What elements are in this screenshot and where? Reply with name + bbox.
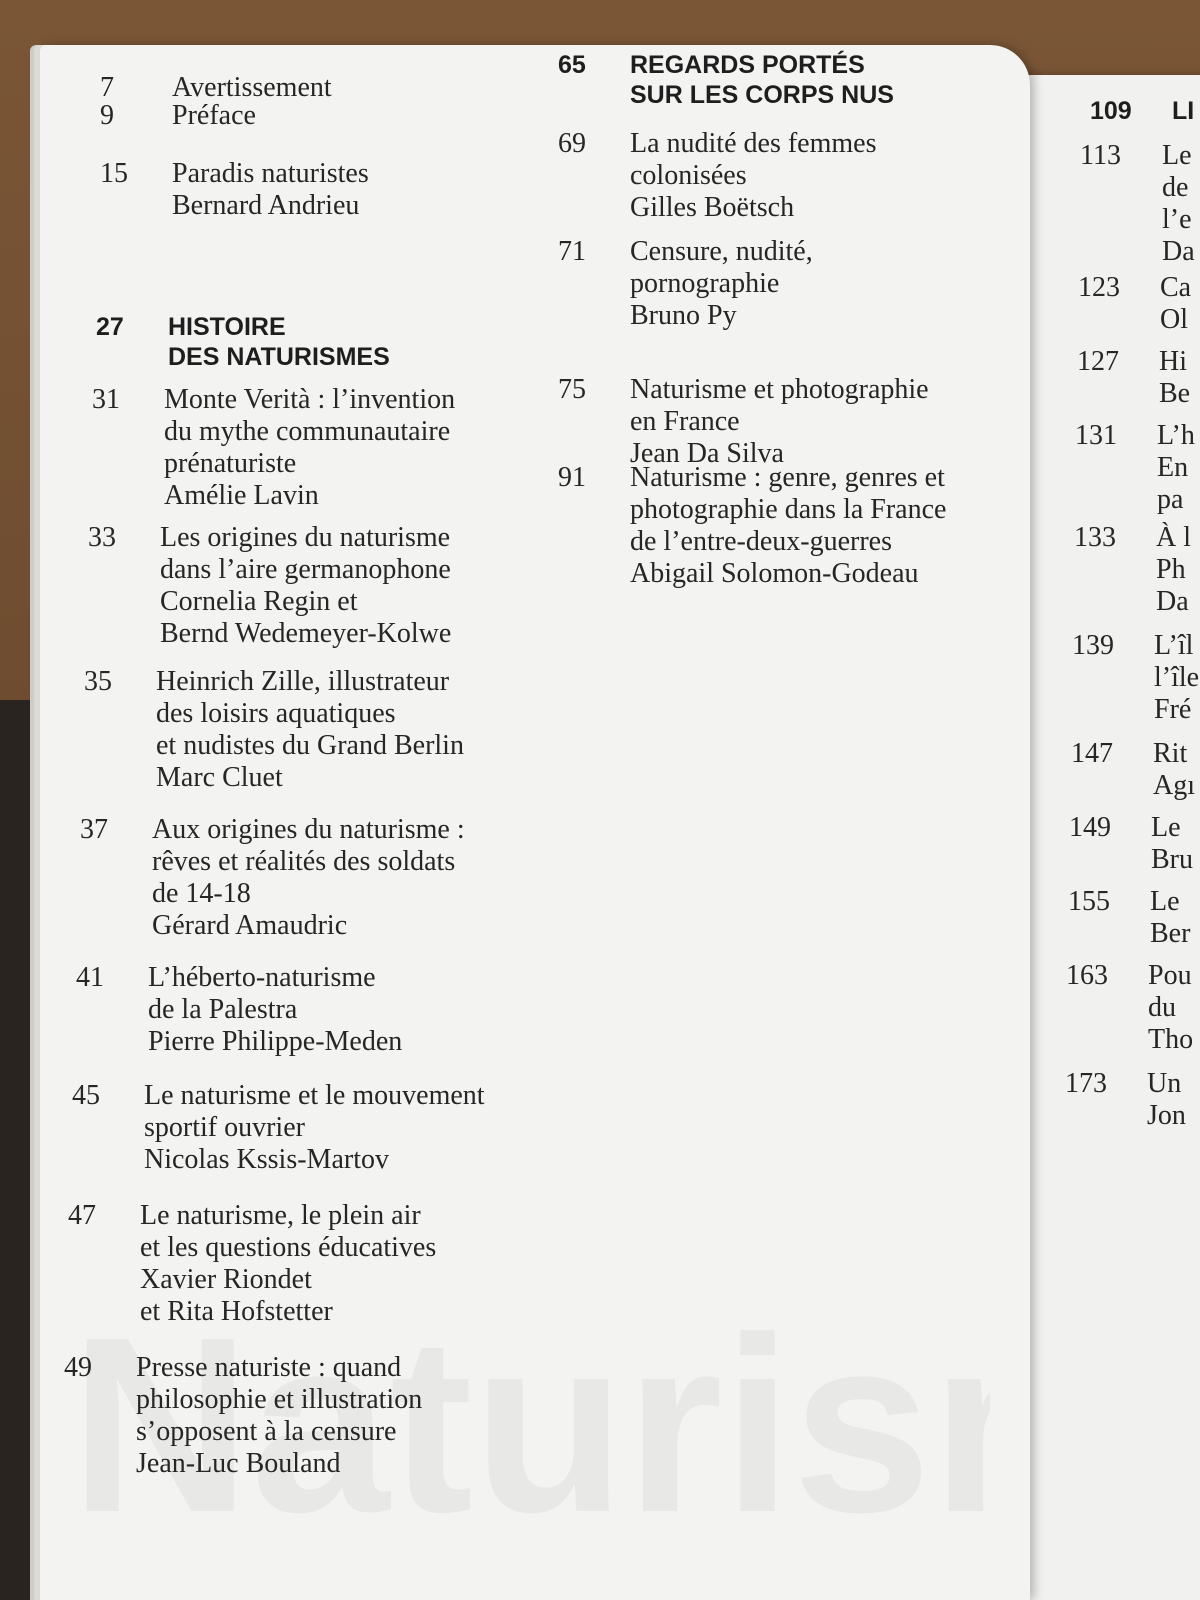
entry-line: dans l’aire germanophone [160,554,451,585]
entry-line: Censure, nudité, [630,236,813,267]
page-number: 139 [1072,630,1114,661]
entry-title [168,312,568,372]
entry-line: HISTOIRE [168,313,286,341]
entry-line: Avertissement [172,72,332,103]
entry-line: et Rita Hofstetter [140,1296,333,1327]
entry-title [1147,1068,1200,1132]
entry-title [148,962,548,1058]
entry-line: Nicolas Kssis-Martov [144,1144,389,1175]
background-object [0,700,40,1600]
entry-line: Tho [1148,1024,1194,1055]
entry-title [1157,420,1200,516]
page-number: 47 [68,1200,96,1231]
entry-line: de 14-18 [152,878,251,909]
entry-line: en France [630,406,740,437]
page-number: 9 [100,100,114,131]
entry-line: et les questions éducatives [140,1232,437,1263]
entry-title [136,1352,536,1480]
entry-title [1172,96,1200,126]
entry-title [164,384,564,512]
page-number: 7 [100,72,114,103]
entry-line: Rit [1153,738,1188,769]
page-number: 15 [100,158,128,189]
entry-line: Bernd Wedemeyer-Kolwe [160,618,452,649]
entry-line: Naturisme et photographie [630,374,929,405]
page-number: 27 [96,313,124,341]
page-number: 45 [72,1080,100,1111]
entry-line: SUR LES CORPS NUS [630,81,894,109]
entry-line: Un [1147,1068,1182,1099]
entry-line: Agı [1153,770,1195,801]
entry-line: Bruno Py [630,300,737,331]
entry-line: Le naturisme et le mouvement [144,1080,485,1111]
entry-line: Xavier Riondet [140,1264,312,1295]
entry-line: Le naturisme, le plein air [140,1200,421,1231]
page-number: 147 [1071,738,1113,769]
entry-line: Bernard Andrieu [172,190,360,221]
entry-title [630,462,1030,590]
page-number: 75 [558,374,586,405]
entry-line: Le [1151,812,1181,843]
entry-line: LI [1172,97,1195,125]
entry-line: l’e [1162,204,1192,235]
entry-line: et nudistes du Grand Berlin [156,730,464,761]
entry-line: pa [1157,484,1184,515]
page-number: 123 [1078,272,1120,303]
entry-line: Da [1162,236,1195,267]
entry-title [630,236,1030,332]
page-number: 35 [84,666,112,697]
entry-line: pornographie [630,268,780,299]
entry-title [1151,812,1200,876]
entry-line: Ol [1160,304,1188,335]
entry-line: Ber [1150,918,1191,949]
entry-line: colonisées [630,160,747,191]
entry-line: REGARDS PORTÉS [630,51,865,79]
entry-line: de [1162,172,1189,203]
entry-title [630,128,1030,224]
entry-line: Aux origines du naturisme : [152,814,465,845]
entry-line: L’héberto-naturisme [148,962,376,993]
entry-line: Le [1150,886,1180,917]
entry-line: Hi [1159,346,1187,377]
entry-line: des loisirs aquatiques [156,698,396,729]
page-number: 173 [1065,1068,1107,1099]
entry-line: Gérard Amaudric [152,910,348,941]
entry-line: Pou [1148,960,1192,991]
entry-line: Abigail Solomon-Godeau [630,558,919,589]
entry-line: photographie dans la France [630,494,947,525]
page-number: 41 [76,962,104,993]
entry-line: Presse naturiste : quand [136,1352,402,1383]
page-number: 127 [1077,346,1119,377]
entry-line: L’îl [1154,630,1194,661]
entry-title [160,522,560,650]
entry-title [140,1200,540,1328]
entry-line: La nudité des femmes [630,128,877,159]
entry-line: Les origines du naturisme [160,522,451,553]
entry-line: Jean-Luc Bouland [136,1448,341,1479]
entry-title [630,374,1030,470]
entry-line: Fré [1154,694,1192,725]
page-number: 37 [80,814,108,845]
entry-line: Pierre Philippe-Meden [148,1026,403,1057]
entry-line: prénaturiste [164,448,297,479]
page-number: 163 [1066,960,1108,991]
entry-title [1153,738,1200,802]
page-number: 33 [88,522,116,553]
page-number: 91 [558,462,586,493]
entry-title [1156,522,1200,618]
entry-title [1160,272,1200,336]
page-number: 65 [558,51,586,79]
entry-title [1154,630,1200,726]
entry-line: l’île [1154,662,1200,693]
entry-line: du mythe communautaire [164,416,451,447]
entry-line: Da [1156,586,1189,617]
entry-line: Cornelia Regin et [160,586,358,617]
page-number: 113 [1080,140,1121,171]
entry-line: Heinrich Zille, illustrateur [156,666,450,697]
entry-title [152,814,552,942]
entry-line: Paradis naturistes [172,158,369,189]
entry-title [1150,886,1200,950]
entry-line: Be [1159,378,1191,409]
entry-line: Naturisme : genre, genres et [630,462,945,493]
entry-title [172,158,572,222]
entry-line: de la Palestra [148,994,298,1025]
entry-line: En [1157,452,1189,483]
entry-title [1159,346,1200,410]
page-number: 69 [558,128,586,159]
entry-line: philosophie et illustration [136,1384,423,1415]
entry-title [144,1080,544,1176]
entry-line: du [1148,992,1176,1023]
entry-title [630,50,1030,110]
page-number: 49 [64,1352,92,1383]
entry-line: Jon [1147,1100,1186,1131]
entry-title [1148,960,1200,1056]
entry-line: Amélie Lavin [164,480,319,511]
entry-line: de l’entre-deux-guerres [630,526,892,557]
entry-line: Le [1162,140,1192,171]
entry-line: Jean Da Silva [630,438,784,469]
entry-line: Monte Verità : l’invention [164,384,456,415]
page-number: 131 [1075,420,1117,451]
page-number: 71 [558,236,586,267]
page-number: 133 [1074,522,1116,553]
entry-line: Ca [1160,272,1192,303]
entry-title [156,666,556,794]
entry-line: L’h [1157,420,1195,451]
entry-line: Ph [1156,554,1186,585]
entry-line: rêves et réalités des soldats [152,846,456,877]
entry-title [172,100,572,132]
page-number: 149 [1069,812,1111,843]
entry-line: s’opposent à la censure [136,1416,397,1447]
page-number: 109 [1090,97,1132,125]
entry-title [1162,140,1200,268]
page-number: 155 [1068,886,1110,917]
entry-line: DES NATURISMES [168,343,390,371]
entry-line: À l [1156,522,1191,553]
entry-line: Marc Cluet [156,762,283,793]
page-number: 31 [92,384,120,415]
entry-line: Préface [172,100,256,131]
entry-line: Bru [1151,844,1193,875]
entry-line: sportif ouvrier [144,1112,305,1143]
entry-line: Gilles Boëtsch [630,192,795,223]
